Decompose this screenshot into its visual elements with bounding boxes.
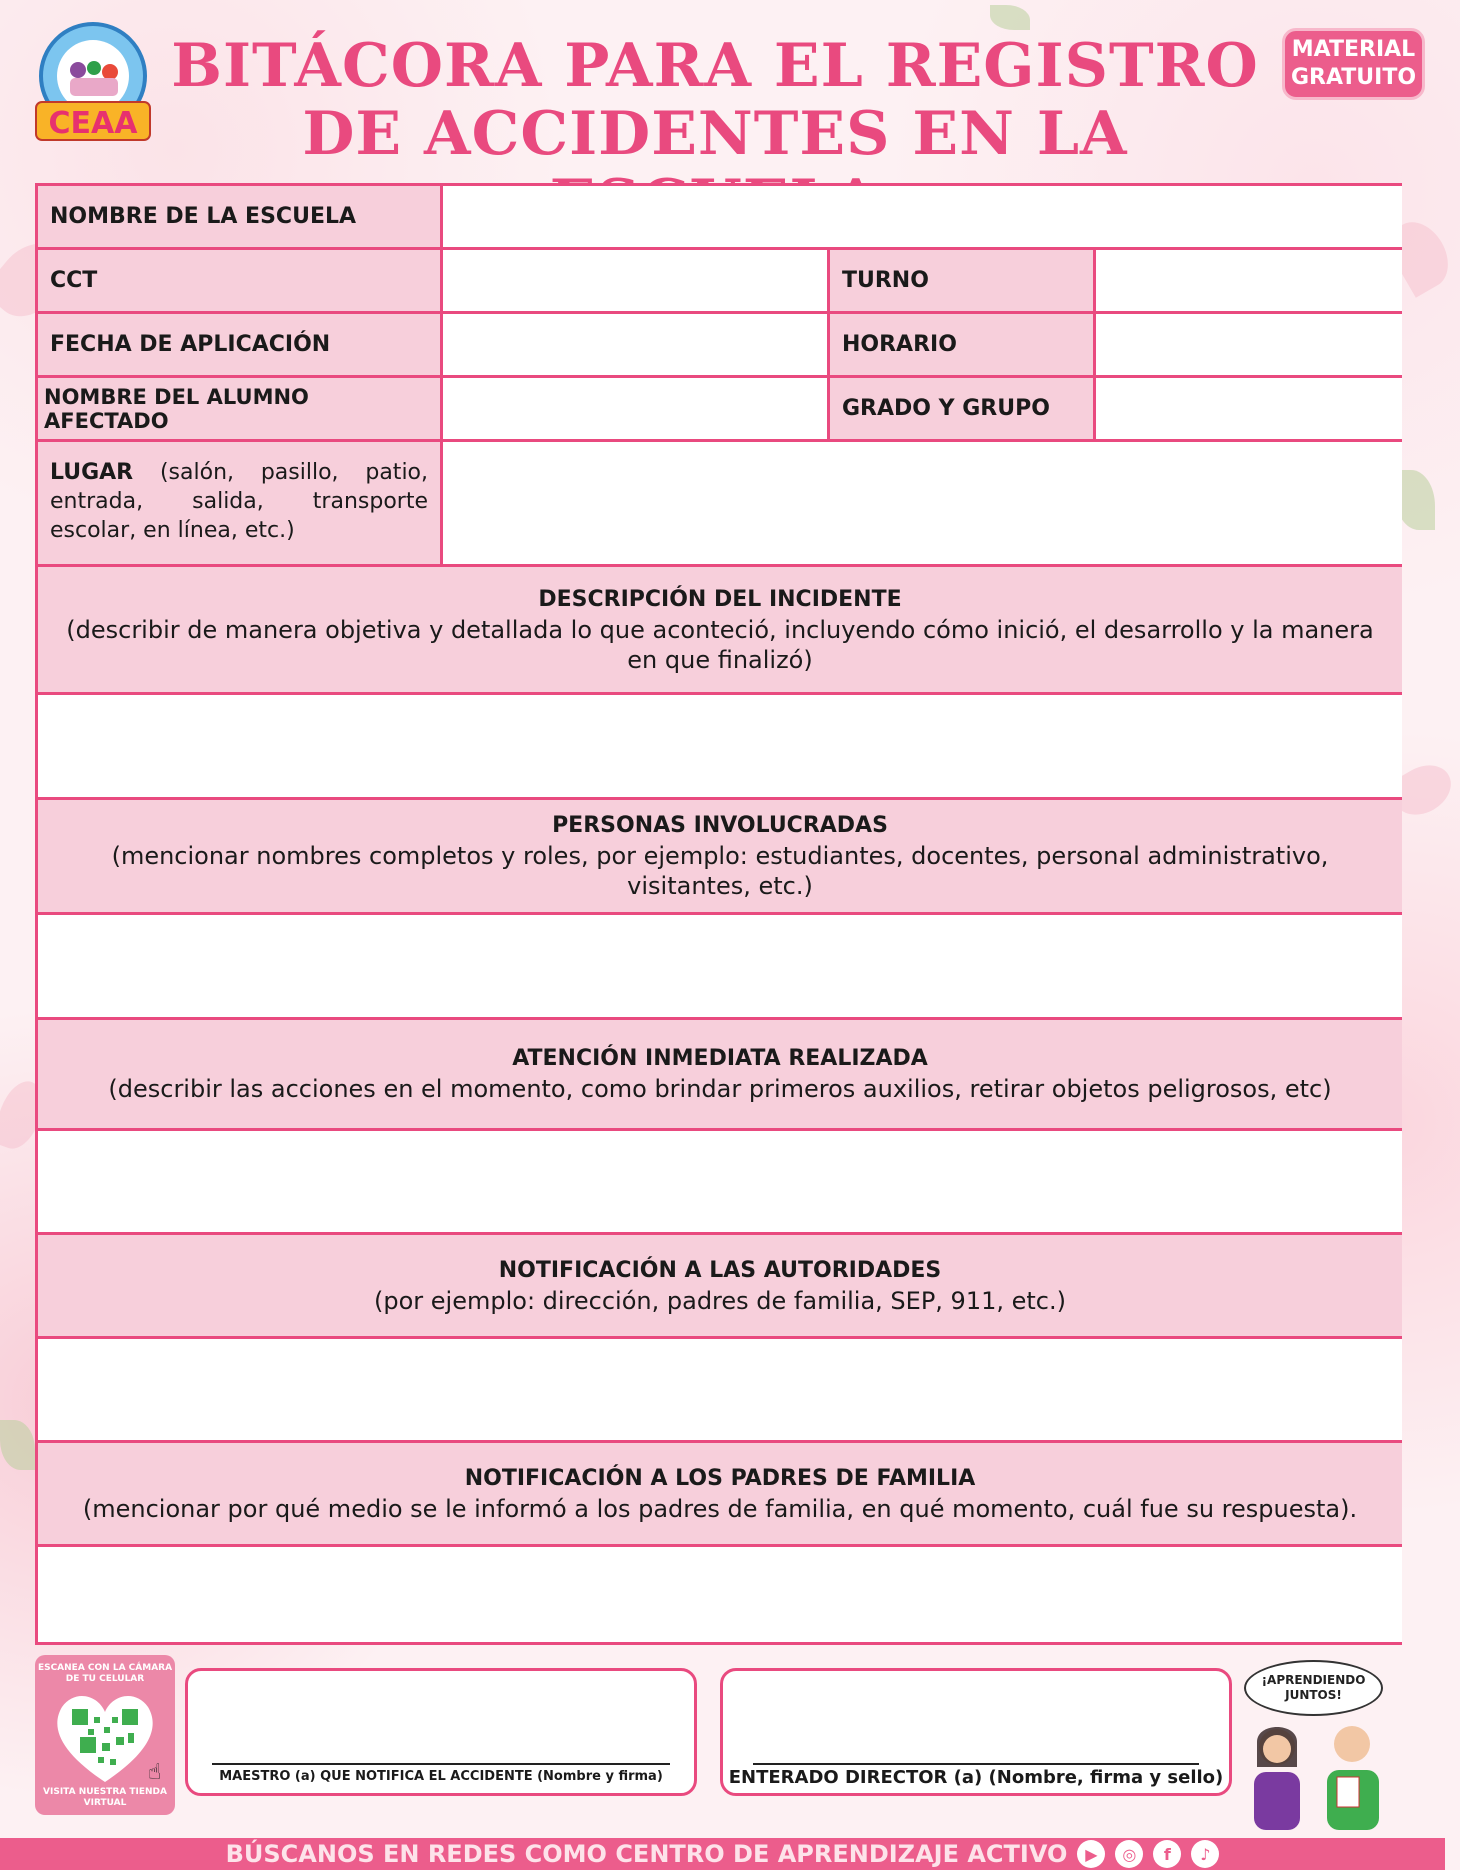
director-signature-box[interactable] [720, 1668, 1232, 1796]
logo-text: CEAA [48, 106, 138, 141]
facebook-icon[interactable]: f [1153, 1840, 1181, 1868]
field-turno[interactable] [1096, 250, 1402, 314]
section-hint: (describir de manera objetiva y detallada lo que aconteció, incluyendo cómo inició, el desarrollo y la manera en que finalizó) [66, 615, 1374, 674]
qr-bottom-text: VISITA NUESTRA TIENDA VIRTUAL [43, 1787, 167, 1808]
bubble-line-2: JUNTOS! [1285, 1688, 1342, 1702]
teacher-signature-box[interactable] [185, 1668, 697, 1796]
youtube-icon[interactable]: ▶ [1077, 1840, 1105, 1868]
label-horario: HORARIO [830, 314, 1096, 378]
qr-top-text: ESCANEA CON LA CÁMARA DE TU CELULAR [37, 1663, 173, 1684]
section-title: NOTIFICACIÓN A LOS PADRES DE FAMILIA [464, 1465, 976, 1491]
field-personas[interactable] [38, 915, 1402, 1020]
section-title: ATENCIÓN INMEDIATA REALIZADA [512, 1046, 928, 1071]
signature-line [212, 1763, 670, 1765]
field-fecha[interactable] [443, 314, 830, 378]
signature-line [753, 1763, 1199, 1765]
field-school-name[interactable] [443, 186, 1402, 250]
field-horario[interactable] [1096, 314, 1402, 378]
tiktok-icon[interactable]: ♪ [1191, 1840, 1219, 1868]
section-header-atencion [38, 1020, 1402, 1131]
teacher-signature-label: MAESTRO (a) QUE NOTIFICA EL ACCIDENTE (Nombre y firma) [219, 1769, 663, 1784]
title-line-2: DE ACCIDENTES EN LA [302, 99, 1128, 169]
section-hint: (mencionar por qué medio se le informó a los padres de familia, en qué momento, cuál fue su respuesta). [82, 1494, 1358, 1523]
director-signature-label: ENTERADO DIRECTOR (a) (Nombre, firma y sello) [728, 1767, 1224, 1788]
lugar-hint: (salón, pasillo, patio, entrada, salida, transporte escolar, en línea, etc.) [50, 460, 429, 543]
qr-store-card[interactable] [35, 1655, 175, 1815]
section-hint: (describir las acciones en el momento, como brindar primeros auxilios, retirar objetos peligrosos, etc) [108, 1075, 1332, 1103]
field-descripcion[interactable] [38, 695, 1402, 800]
section-title: PERSONAS INVOLUCRADAS [552, 813, 888, 838]
instagram-icon[interactable]: ◎ [1115, 1840, 1143, 1868]
qr-heart-icon [50, 1687, 160, 1787]
label-lugar [38, 442, 443, 567]
accident-log-form [35, 183, 1402, 1645]
section-header-descripcion [38, 567, 1402, 695]
ceaa-logo [28, 18, 158, 148]
badge-line-1: MATERIAL [1291, 37, 1416, 62]
section-title: DESCRIPCIÓN DEL INCIDENTE [538, 586, 902, 612]
field-atencion[interactable] [38, 1131, 1402, 1235]
badge-line-2: GRATUITO [1290, 65, 1417, 90]
field-grado[interactable] [1096, 378, 1402, 442]
label-alumno: NOMBRE DEL ALUMNO AFECTADO [38, 378, 443, 442]
label-school-name: NOMBRE DE LA ESCUELA [38, 186, 443, 250]
bubble-line-1: ¡APRENDIENDO [1261, 1673, 1366, 1687]
field-padres[interactable] [38, 1547, 1402, 1642]
footer-text: BÚSCANOS EN REDES COMO CENTRO DE APRENDIZAJE ACTIVO [225, 1840, 1068, 1868]
section-header-autoridades [38, 1235, 1402, 1339]
section-hint: (por ejemplo: dirección, padres de familia, SEP, 911, etc.) [374, 1286, 1066, 1315]
svg-text:☝: ☝ [148, 1760, 162, 1785]
field-lugar[interactable] [443, 442, 1402, 567]
section-header-personas [38, 800, 1402, 915]
lugar-title: LUGAR [50, 460, 134, 485]
footer-bar [0, 1838, 1445, 1870]
field-alumno[interactable] [443, 378, 830, 442]
label-fecha: FECHA DE APLICACIÓN [38, 314, 443, 378]
section-header-padres [38, 1443, 1402, 1547]
label-cct: CCT [38, 250, 443, 314]
label-turno: TURNO [830, 250, 1096, 314]
free-material-badge [1282, 28, 1425, 100]
teachers-illustration [1232, 1712, 1402, 1830]
speech-bubble [1244, 1660, 1383, 1716]
section-title: NOTIFICACIÓN A LAS AUTORIDADES [498, 1257, 942, 1283]
field-autoridades[interactable] [38, 1339, 1402, 1443]
label-grado: GRADO Y GRUPO [830, 378, 1096, 442]
title-line-1: BITÁCORA PARA EL REGISTRO [171, 31, 1259, 101]
field-cct[interactable] [443, 250, 830, 314]
section-hint: (mencionar nombres completos y roles, por ejemplo: estudiantes, docentes, personal administrativo, visitantes, etc.) [111, 842, 1329, 900]
